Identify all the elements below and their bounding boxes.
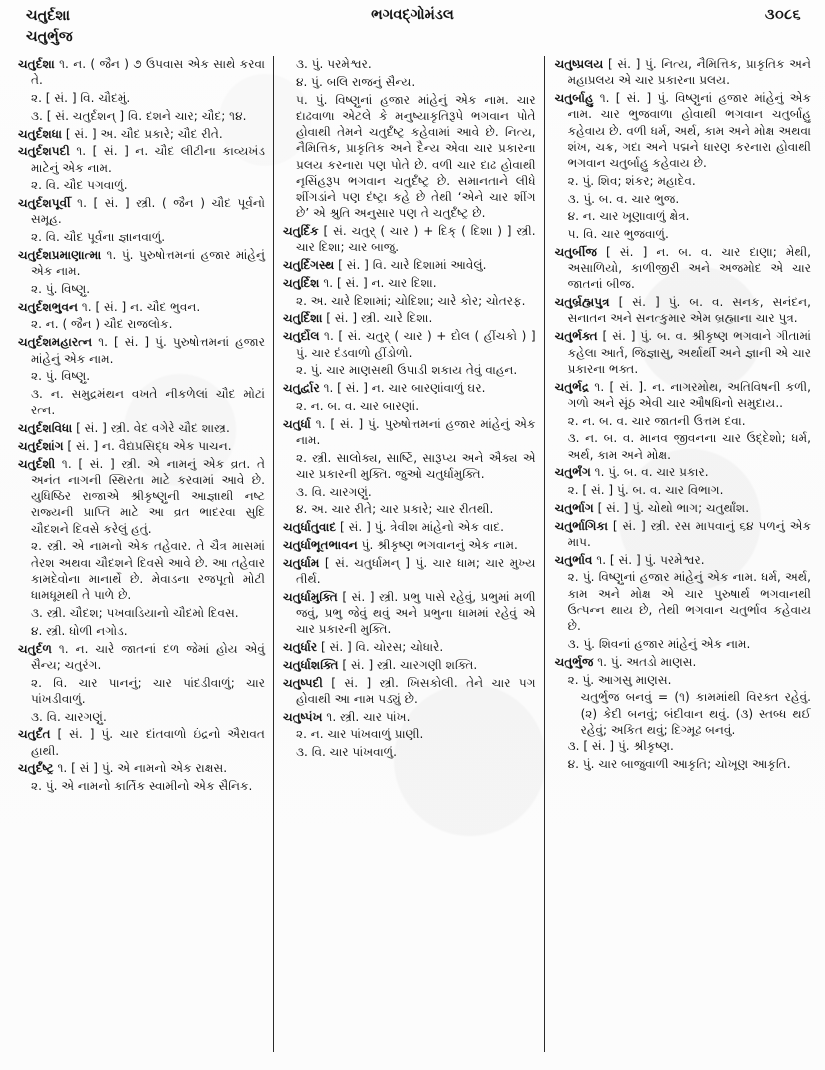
entry-definition: [ સં. ] પું. ચોથો ભાગ; ચતુર્થાંશ. <box>593 500 750 515</box>
dictionary-entry <box>283 537 536 553</box>
entry-sense: ૩. વિ. ચાર પાંખવાળું. <box>295 745 397 760</box>
dictionary-entry <box>555 500 811 516</box>
dictionary-entry <box>283 639 536 655</box>
entry-definition: ૧. [ સં. ]. ન. નાગરમોથ, અતિવિષની કળી, ગળો અને સૂંઠ એવી ચાર ઔષધિનો સમુદાય.. <box>567 379 811 410</box>
entry-sense: ૨. ન. ( જૈન ) ચૌદ રાજલોક. <box>31 317 173 332</box>
entry-definition: [ સં. ] વિ. ચોરસ; ચોધારે. <box>317 640 444 655</box>
dictionary-entry <box>283 257 536 273</box>
column-3 <box>545 56 811 1062</box>
entry-sense: ૩. વિ. ચારગણું. <box>31 709 107 724</box>
entry-sense: ૨. અ. ચારે દિશામાં; ચોદિશા; ચારે કોર; ચોતરફ. <box>295 293 526 308</box>
entry-headword: ચતુર્દશાંગ <box>18 438 64 453</box>
entry-definition: ૧. [ સં. ] ન. ચાર દિશા. <box>319 275 437 290</box>
entry-definition: [ સં. ] પું. ચાર દાંતવાળો ઇંદ્રનો ઐરાવત હાથી. <box>31 727 265 758</box>
entry-headword: ચતુષ્પંખ <box>282 709 323 724</box>
entry-sense: ૨. ન. ચાર પાંખવાળું પ્રાણી. <box>295 727 424 742</box>
entry-headword: ચતુર્દશવિધા <box>18 421 73 436</box>
entry-sense: ૪. સ્ત્રી. ધોળી નગોડ. <box>31 623 128 638</box>
entry-headword: ચતુર્ભાગ <box>554 500 594 515</box>
entry-headword: ચતુર્ધામુક્તિ <box>282 589 338 604</box>
entry-definition: ૧. [ સં. ] પું. પુરુષોત્તમનાં હજાર માંહેનું એક નામ. <box>31 335 265 366</box>
entry-sense: ૨. પું. ચાર માણસથી ઉપાડી શકાય તેવું વાહન. <box>295 363 518 378</box>
entry-headword: ચતુર્ધાશક્તિ <box>282 657 339 672</box>
entry-headword: ચતુર્બ્રહ્મપુત્ર <box>554 295 610 310</box>
entry-headword: ચતુર્દિક <box>282 224 319 239</box>
dictionary-entry <box>283 589 536 638</box>
entry-definition: [ સં. ] સ્ત્રી. પ્રભુ પાસે રહેવું, પ્રભુમાં મળી જવું, પ્રભુ જેવું થવું અને પ્રભુના ધામમાં રહેવું એ ચાર પ્રકારની મુક્તિ. <box>295 589 536 637</box>
dictionary-entry <box>555 294 811 327</box>
entry-sense: ૩. પું. શિવનાં હજાર માંહેનું એક નામ. <box>567 637 751 652</box>
dictionary-entry <box>555 90 811 171</box>
entry-headword: ચતુર્દળ <box>18 641 52 656</box>
column-1 <box>18 56 273 1062</box>
guide-word-second: ચતુર્ભુજ <box>26 28 73 45</box>
entry-sense: ૨. પું. એ નામનો કાર્તિક સ્વામીનો એક સૈનિક. <box>31 779 253 794</box>
entry-definition: ૧. [ સં. ] સ્ત્રી. ( જૈન ) ચૌદ પૂર્વનો સમૂહ. <box>31 196 265 227</box>
entry-definition: ૧. [ સં. ] ન. ચૌદ લીટીના કાવ્યખંડ માટેનું એક નામ. <box>31 144 265 175</box>
dictionary-entry <box>283 310 536 326</box>
dictionary-entry <box>18 334 265 367</box>
entry-sense: ૫. વિ. ચાર ભુજવાળું. <box>567 227 669 242</box>
entry-definition: [ સં. ચતુર્ ( ચાર ) + દિક્ ( દિશા ) ] સ્ત્રી. ચાર દિશા; ચાર બાજુ. <box>295 224 536 255</box>
page-number: ૩૦૮૬ <box>764 7 801 23</box>
entry-sense: ૪. પું. બલિ રાજનું સૈન્ય. <box>295 74 416 89</box>
entry-definition: ૧. [ સં. ] પું. પરમેશ્વર. <box>592 552 705 567</box>
book-title: ભગવદ્ગોમંડલ <box>371 7 454 23</box>
entry-definition: [ સં. ] ન. વૈદ્યપ્રસિદ્ધ એક પાચન. <box>63 438 232 453</box>
entry-headword: ચતુર્ભંગ <box>554 465 591 480</box>
entry-headword: ચતુર્દશધા <box>18 126 62 141</box>
entry-sense: ૪. અ. ચાર રીતે; ચાર પ્રકારે; ચાર રીતથી. <box>295 502 494 517</box>
entry-definition: ૧. સ્ત્રી. ચાર પાંખ. <box>322 709 411 724</box>
entry-sense: ૨. પું. શિવ; શંકર; મહાદેવ. <box>567 173 696 188</box>
entry-definition: ૧. [ સં. ] પું. વિષ્ણુનાં હજાર માંહેનું એક નામ. ચાર ભુજવાળા હોવાથી ભગવાન ચતુર્બાહુ કહેવાય છે. વળી ધર્મ, અર્થ, કામ અને મોક્ષ અથવા શંખ, ચક્ર, ગદા અને પદ્મને ધારણ કરનારા હોવાથી ભગવાન ચતુર્બાહુ કહેવાય છે. <box>567 91 811 171</box>
entry-definition: ૧. પું. પુરુષોત્તમનાં હજાર માંહેનું એક નામ. <box>31 247 265 279</box>
entry-definition: ૧. પું. અતડો માણસ. <box>593 654 697 669</box>
entry-sense: ૨. વિ. ચૌદ પૂર્વના જ્ઞાનવાળું. <box>31 230 166 245</box>
entry-definition: [ સં. ] પું. ત્રેવીશ માંહેનો એક વાદ. <box>336 520 504 535</box>
entry-headword: ચતુર્દિશા <box>282 311 323 326</box>
entry-headword: ચતુર્દિશ <box>282 275 320 290</box>
dictionary-entry <box>18 760 265 776</box>
entry-definition: [ સં. ] સ્ત્રી. ચારગણી શક્તિ. <box>338 657 478 672</box>
column-container <box>18 56 811 1062</box>
entry-headword: ચતુર્ધાતુવાદ <box>282 520 337 535</box>
running-head <box>0 6 825 54</box>
dictionary-entry <box>18 126 265 142</box>
entry-sense: ૨. વિ. ચૌદ પગવાળું. <box>31 178 128 193</box>
entry-headword: ચતુર્ભાવ <box>554 552 593 567</box>
entry-headword: ચતુર્બાહુ <box>554 91 594 106</box>
dictionary-entry <box>18 726 265 759</box>
guide-word-first: ચતુર્દશા <box>26 8 71 24</box>
dictionary-entry <box>555 379 811 412</box>
entry-sense: ૩. [ સં. ] પું. શ્રીકૃષ્ણ. <box>567 739 674 754</box>
entry-definition: ૧. [ સં. ] ન. ચાર બારણાંવાળું ઘર. <box>319 381 486 396</box>
dictionary-entry <box>555 56 811 89</box>
entry-definition: [ સં. ] ન. બ. વ. ચાર દાણા; મેથી, અસાળિયો, કાળીજીરી અને અજમોદ એ ચાર જાતનાં બીજ. <box>567 244 811 292</box>
dictionary-entry <box>18 56 265 89</box>
dictionary-entry <box>555 518 811 551</box>
entry-headword: ચતુર્ધાર <box>282 640 318 655</box>
entry-sense: ૨. પું. વિષ્ણુ. <box>31 369 91 384</box>
dictionary-entry <box>555 464 811 480</box>
entry-definition: પું. શ્રીકૃષ્ણ ભગવાનનું એક નામ. <box>357 537 518 552</box>
entry-idiom-note: ચતુર્ભુજ બનવું = (૧) કામમાંથી વિરક્ત રહેવું. (૨) કેદી બનવું; બંદીવાન થવું. (૩) સ્તબ્ધ થઈ રહેવું; અકિત થવું; દિગ્મૂઢ બનવું. <box>580 690 811 737</box>
dictionary-entry <box>555 244 811 293</box>
entry-sense: ૨. સ્ત્રી. એ નામનો એક તહેવાર. તે ચૈત્ર માસમાં તેરશ અથવા ચૌદશને દિવસે આવે છે. આ તહેવાર કામદેવોના માનાર્થે છે. મેવાડના રજપૂતો મોટી ધામધૂમથી તે પાળે છે. <box>31 539 265 603</box>
entry-definition: [ સં. ] સ્ત્રી. વેદ વગેરે ચૌદ શાસ્ત્ર. <box>72 421 230 436</box>
entry-definition: ૧. [ સં. ચતુર્ ( ચાર ) + દોલ ( હીંચકો ) ] પું. ચાર દંડવાળો હીંડોળો. <box>295 329 536 360</box>
dictionary-entry <box>18 143 265 176</box>
dictionary-entry <box>555 328 811 377</box>
entry-sense: ૨. પું. વિષ્ણુ. <box>31 281 91 296</box>
entry-sense: ૩. પું. પરમેશ્વર. <box>295 57 372 71</box>
entry-headword: ચતુર્દશા <box>18 57 55 71</box>
entry-definition: ૧. [ સં. ] સ્ત્રી. એ નામનું એક વ્રત. તે અનંત નાગની સ્થિરતા માટે કરવામાં આવે છે. યુધિષ્ઠિર રાજાએ શ્રીકૃષ્ણુની આજ્ઞાથી નષ્ટ રાજ્યની પ્રાપ્તિ માટે આ વ્રત ભાદરવા સુદિ ચૌદશને દિવસે કરેલું હતું. <box>31 456 265 536</box>
entry-headword: ચતુર્ભુજ <box>554 654 594 669</box>
entry-definition: [ સં. ] અ. ચૌદ પ્રકારે; ચૌદ રીતે. <box>62 126 223 141</box>
entry-sense: ૨. [ સં. ] વિ. ચૌદમું. <box>31 91 131 106</box>
entry-sense: ૨. ન. બ. વ. ચાર જાતની ઉત્તમ દવા. <box>567 413 746 428</box>
entry-headword: ચતુર્દિગસ્થ <box>282 258 335 273</box>
dictionary-entry <box>18 641 265 674</box>
entry-sense: ૩. પું. બ. વ. ચાર ભુજ. <box>567 191 680 206</box>
entry-headword: ચતુર્દશપદી <box>18 144 70 159</box>
entry-headword: ચતુર્ધા <box>282 416 311 431</box>
entry-sense: ૨. [ સં. ] પું. બ. વ. ચાર વિભાગ. <box>567 483 724 498</box>
dictionary-entry <box>18 420 265 436</box>
entry-definition: [ સં. ] પું. બ. વ. શ્રીકૃષ્ણ ભગવાને ગીતામાં કહેલા આર્ત, જિજ્ઞાસુ, અર્થાર્થી અને જ્ઞાની એ ચાર પ્રકારના ભક્ત. <box>567 329 811 376</box>
entry-sense: ૨. વિ. ચાર પાનનું; ચાર પાંદડીવાળું; ચાર પાંખડીવાળું. <box>31 675 265 706</box>
entry-definition: [ સં. ] પું. બ. વ. સનક, સનંદન, સનાતન અને સનત્કુમાર એમ બ્રહ્માના ચાર પુત્ર. <box>567 295 811 326</box>
entry-sense: ૨. ન. બ. વ. ચાર બારણાં. <box>295 398 420 413</box>
dictionary-entry <box>283 275 536 291</box>
dictionary-entry <box>283 519 536 535</box>
entry-sense: ૩. સ્ત્રી. ચૌદશ; પખવાડિયાનો ચૌદમો દિવસ. <box>31 606 239 620</box>
entry-sense: ૩. ન. બ. વ. માનવ જીવનના ચાર ઉદ્દેશો; ધર્મ, અર્થ, કામ અને મોક્ષ. <box>567 431 811 462</box>
dictionary-entry <box>283 555 536 588</box>
dictionary-entry <box>283 223 536 256</box>
entry-definition: [ સં. ] પું. નિત્ય, નૈમિત્તિક, પ્રાકૃતિક અને મહાપ્રલય એ ચાર પ્રકારના પ્રલય. <box>567 57 811 88</box>
dictionary-entry <box>283 709 536 725</box>
entry-sense: ૫. પું. વિષ્ણુનાં હજાર માંહેનું એક નામ. ચાર દાઢવાળા એટલે કે મનુષ્યાકૃતિરૂપે ભગવાન પોતે હોવાથી તેમને ચતુર્દંષ્ટ્ર કહેવામાં આવે છે. નિત્ય, નૈમિત્તિક, પ્રાકૃતિક અને દૈન્ય એવા ચાર પ્રકારના પ્રલય કરનારા પણ પોતે છે. વળી ચાર દાઢ હોવાથી નૃસિંહરૂપ ભગવાન ચતુર્દંષ્ટ્ર છે. સમાનતાને લીધે શીંગડાંને પણ દંષ્ટ્રા કહે છે તેથી ‘એને ચાર શીંગ છે’ એ શ્રુતિ અનુસાર પણ તે ચતુર્દંષ્ટ્ર છે. <box>295 92 536 221</box>
dictionary-entry <box>18 247 265 280</box>
entry-sense: ૨. સ્ત્રી. સાલોક્ય, સાર્ષ્ટિ, સારૂપ્ય અને ઐક્ય એ ચાર પ્રકારની મુક્તિ. જુઓ ચતુર્ધામુક્તિ. <box>295 450 536 481</box>
dictionary-entry <box>18 195 265 228</box>
entry-headword: ચતુર્ભદ્ર <box>554 379 590 394</box>
entry-headword: ચતુર્બીજ <box>554 244 597 259</box>
column-2 <box>274 56 544 1062</box>
dictionary-entry <box>18 438 265 454</box>
dictionary-entry <box>555 552 811 568</box>
entry-definition: ૧. [ સં. ] ન. ચૌદ ભુવન. <box>78 299 201 314</box>
entry-headword: ચતુર્દશભુવન <box>18 299 78 314</box>
entry-headword: ચતુષ્પદી <box>282 675 323 690</box>
entry-definition: ૧. [ સં ] પું. એ નામનો એક રાક્ષસ. <box>53 761 228 776</box>
entry-definition: [ સં. ] સ્ત્રી. રસ માપવાનું ૬૪ પળનું એક માપ. <box>567 518 811 549</box>
entry-sense: ૪. ન. ચાર ખૂણાવાળું ક્ષેત્ર. <box>567 209 690 224</box>
entry-sense: ૩. વિ. ચારગણું. <box>295 484 372 499</box>
entry-sense: ૪. પું. ચાર બાજુવાળી આકૃતિ; ચોખૂણ આકૃતિ. <box>567 756 791 771</box>
entry-headword: ચતુર્દશી <box>18 456 56 471</box>
dictionary-entry <box>283 675 536 708</box>
entry-definition: ૧. પું. બ. વ. ચાર પ્રકાર. <box>590 465 709 480</box>
entry-sense: ૩. [ સં. ચતુર્દશન્ ] વિ. દશને ચાર; ચૌદ; ૧૪. <box>31 108 247 123</box>
entry-headword: ચતુર્ભક્ત <box>554 329 598 344</box>
entry-headword: ચતુર્દશપ્રમાણાત્મા <box>18 247 102 262</box>
entry-headword: ચતુર્ધામ <box>282 555 320 570</box>
entry-headword: ચતુર્ધાભૂતભાવન <box>282 537 358 552</box>
entry-definition: [ સં. ] સ્ત્રી. ચારે દિશા. <box>322 311 433 326</box>
entry-definition: ૧. ન. ચારે જાતનાં દળ જેમાં હોય એવું સૈન્ય; ચતુરંગ. <box>31 641 265 672</box>
entry-definition: ૧. ન. ( જૈન ) ૭ ઉપવાસ એક સાથે કરવા તે. <box>31 57 265 88</box>
entry-headword: ચતુર્દંત <box>18 727 51 742</box>
entry-definition: ૧. [ સં. ] પું. પુરુષોત્તમનાં હજાર માંહેનું એક નામ. <box>295 416 536 447</box>
entry-headword: ચતુર્દશમહારત્ન <box>18 335 93 350</box>
entry-headword: ચતુર્દોલ <box>282 329 320 344</box>
entry-definition: [ સં. ચતુર્ધામન્ ] પું. ચાર ધામ; ચાર મુખ્ય તીર્થ. <box>295 555 536 586</box>
dictionary-entry <box>18 299 265 315</box>
dictionary-entry <box>283 380 536 396</box>
dictionary-entry <box>283 416 536 449</box>
entry-sense: ૩. ન. સમુદ્રમંથન વખતે નીકળેલાં ચૌદ મોટાં રત્ન. <box>31 387 265 418</box>
dictionary-entry <box>555 654 811 670</box>
entry-headword: ચતુષ્પ્રલય <box>554 57 604 71</box>
entry-headword: ચતુર્દંષ્ટ્ર <box>18 761 54 776</box>
entry-definition: [ સં. ] સ્ત્રી. ખિસકોલી. તેને ચાર પગ હોવાથી આ નામ પડ્યું છે. <box>295 675 536 706</box>
dictionary-entry <box>283 657 536 673</box>
dictionary-entry <box>283 328 536 361</box>
entry-definition: [ સં. ] વિ. ચારે દિશામાં આવેલું. <box>334 258 487 273</box>
dictionary-entry <box>18 456 265 537</box>
entry-sense: ૨. પું. આગસુ માણસ. <box>567 672 672 687</box>
entry-headword: ચતુર્દશપૂર્વી <box>18 196 71 211</box>
entry-sense: ૨. પું. વિષ્ણુનાં હજાર માંહેનું એક નામ. ધર્મ, અર્થ, કામ અને મોક્ષ એ ચાર પુરુષાર્થ ભગવાનથી ઉત્પન્ન થાય છે, તેથી ભગવાન ચતુર્ભાવ કહેવાય છે. <box>567 570 811 634</box>
entry-headword: ચતુર્દ્વાર <box>282 381 320 396</box>
entry-headword: ચતુર્ભાગિકા <box>554 518 608 533</box>
